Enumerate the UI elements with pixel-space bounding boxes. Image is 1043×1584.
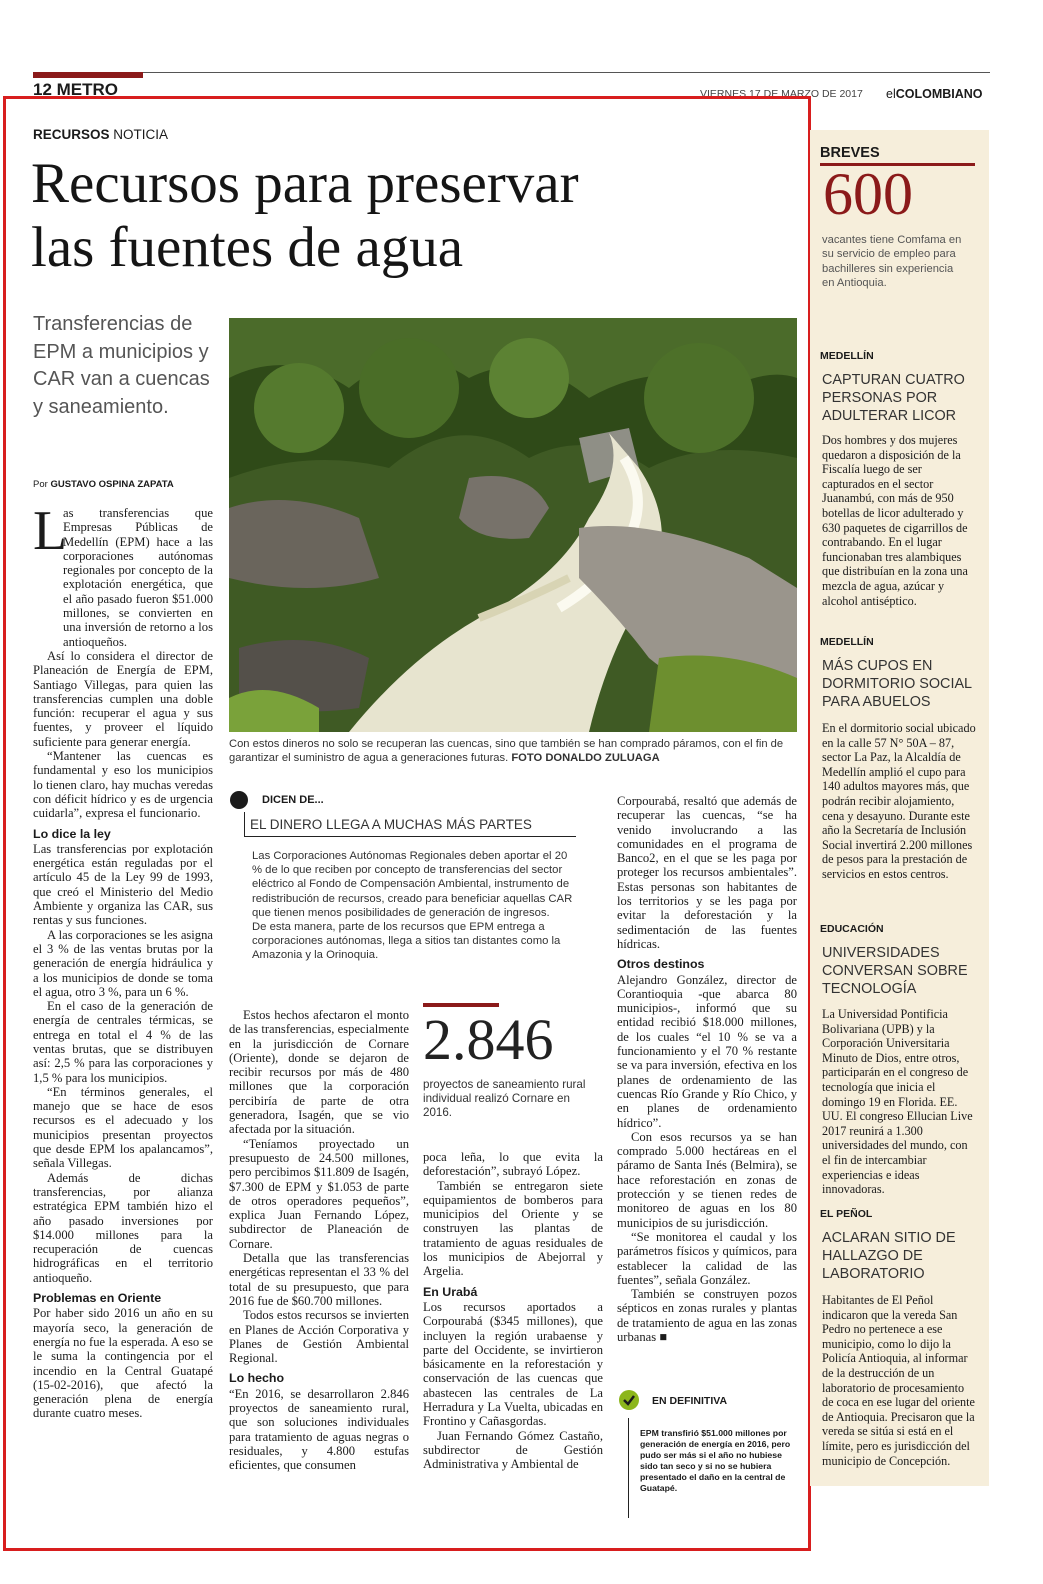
article-column-2 xyxy=(229,1008,409,1473)
headline-line-1: Recursos para preservar xyxy=(31,152,579,215)
headline-line-2: las fuentes de agua xyxy=(31,216,464,279)
kicker-type: NOTICIA xyxy=(113,127,169,142)
paragraph: También se entregaron siete equipamientos de bomberos para municipios del Oriente y se construyen las plantas de tratamiento de aguas residuales de los municipios de Abejorral y Argelia. xyxy=(423,1178,603,1279)
issue-date: VIERNES 17 DE MARZO DE 2017 xyxy=(700,88,863,100)
paragraph: Detalla que las transferencias energéticas representan el 33 % del total de su presupuesto, que para 2016 fue de $60.700 millones. xyxy=(229,1251,409,1308)
paragraph: Juan Fernando Gómez Castaño, subdirector de Gestión Administrativa y Ambiental de xyxy=(423,1428,603,1472)
paragraph: “Mantener las cuencas es fundamental y eso los municipios lo tienen claro, hay muchas veredas con déficit hídrico y es de urgencia cuidarla”, expresa el funcionario. xyxy=(33,749,213,821)
sidebar-item-headline: MÁS CUPOS EN DORMITORIO SOCIAL PARA ABUELOS xyxy=(822,658,972,710)
photo-caption-text: Con estos dineros no solo se recuperan las cuencas, sino que también se han comprado páramos, con el fin de garantizar el suministro de agua a generaciones futuras. xyxy=(229,738,784,764)
article-deck: Transferencias de EPM a municipios y CAR van a cuencas y saneamiento. xyxy=(33,313,210,418)
paragraph: En el caso de la generación de energía de centrales térmicas, se entrega en total el 4 % de las ventas brutas, que se distribuyen así: 2,5 % para las corporaciones y 1,5 % para los municipios. xyxy=(33,999,213,1085)
paragraph: Corpourabá, resaltó que además de recuperar las cuencas, “se ha venido involucrando a las comunidades en el programa de Banco2, en el que se les paga por proteger los recursos ambientales”. Estas personas son habitantes de los territorios y se les paga por evitar la deforestación y la sedimentación de las fuentes hídricas. xyxy=(617,794,797,951)
byline-author: GUSTAVO OSPINA ZAPATA xyxy=(50,479,174,490)
dicen-vertical-rule xyxy=(244,812,245,836)
newspaper-name xyxy=(886,87,983,101)
subheading: Lo dice la ley xyxy=(33,826,111,841)
subheading: Lo hecho xyxy=(229,1371,285,1386)
paragraph: Todos estos recursos se invierten en Planes de Acción Corporativa y Planes de Gestión Ambiental Regional. xyxy=(229,1308,409,1366)
sidebar-item-kicker: EL PEÑOL xyxy=(820,1208,873,1220)
definitiva-label: EN DEFINITIVA xyxy=(652,1395,728,1407)
stat-number: 2.846 xyxy=(423,1007,554,1072)
quote-bubble-icon xyxy=(230,791,248,809)
sidebar-item-text: En el dormitorio social ubicado en la calle 57 N° 50A – 87, sector La Paz, la Alcaldía de Medellín amplió el cupo para 140 adultos mayores más, que podrán recibir alojamiento, cena y desayuno. Durante este año la Secretaría de Inclusión Social invertirá 2.200 millones de pesos para la prestación de servicios en estos centros. xyxy=(822,721,976,881)
sidebar-item-kicker: MEDELLÍN xyxy=(820,636,874,648)
definitiva-rule xyxy=(628,1418,629,1518)
kicker-section: RECURSOS xyxy=(33,127,110,142)
sidebar-big-number-text: vacantes tiene Comfama en su servicio de empleo para bachilleres sin experiencia en Antioquia. xyxy=(822,234,962,289)
article-column-3 xyxy=(423,1150,603,1472)
sidebar-item-headline: UNIVERSIDADES CONVERSAN SOBRE TECNOLOGÍA xyxy=(822,945,968,997)
paragraph: Así lo considera el director de Planeación de Energía de EPM, Santiago Villegas, para quien las transferencias cumplen una doble función: recuperar el agua y sus fuentes, y proveer el líquido suficiente para generar energía. xyxy=(33,648,213,749)
article-headline xyxy=(31,152,791,280)
article-column-1 xyxy=(33,506,213,1421)
paragraph: Por haber sido 2016 un año en su mayoría seco, la generación de energía no fue la esperada. A eso se le suma la contingencia por el incendio en la Central Guatapé (15-02-2016), que afectó la generación plena de energía durante cuatro meses. xyxy=(33,1306,213,1421)
sidebar-title: BREVES xyxy=(820,145,880,161)
paragraph: Alejandro González, director de Corantioquia -que abarca 80 municipios-, informó que su entidad recibió $18.000 millones, de los cuales “el 10 % se va a funcionamiento y el 70 % restante se va para inversión, efectiva en los planes de ordenamiento de las cuencas Río Grande y Río Chico, y en planes de ordenamiento hídrico”. xyxy=(617,972,797,1130)
sidebar-item-kicker: MEDELLÍN xyxy=(820,350,874,362)
newspaper-name-prefix: el xyxy=(886,87,896,101)
photo-caption xyxy=(229,737,797,765)
sidebar-item-text: La Universidad Pontificia Bolivariana (UPB) y la Corporación Universitaria Minuto de Dios, entre otros, participarán en el congreso de tecnología que inicia el domingo 19 en Florida. EE. UU. El congreso Ellucian Live 2017 reunirá a 1.300 universidades del mundo, con el fin de intercambiar experiencias e ideas innovadoras. xyxy=(822,1007,973,1197)
subheading: En Urabá xyxy=(423,1284,478,1299)
photo-illustration xyxy=(229,318,797,732)
sidebar-item-text: Habitantes de El Peñol indicaron que la vereda San Pedro no pertenece a ese municipio, como lo dijo la Policía Antioquia, al informar de la destrucción de un laboratorio de procesamiento de coca en ese lugar del oriente de Antioquia. Precisaron que la vereda se sitúa si está en el límite, pero es jurisdicción del municipio de Concepción. xyxy=(822,1293,975,1468)
dicen-label: DICEN DE... xyxy=(262,794,324,806)
paragraph: “En 2016, se desarrollaron 2.846 proyectos de saneamiento rural, que son soluciones individuales para tratamiento de aguas negras o residuales, y 4.800 estufas eficientes, que consumen xyxy=(229,1386,409,1473)
paragraph: “Se monitorea el caudal y los parámetros físicos y químicos, para establecer la calidad de las fuentes”, señala González. xyxy=(617,1229,797,1287)
section-bar xyxy=(33,72,143,78)
byline-prefix: Por xyxy=(33,479,48,490)
subheading: Problemas en Oriente xyxy=(33,1291,162,1306)
dicen-rule xyxy=(244,836,576,837)
top-rule xyxy=(33,72,990,73)
sidebar-big-number: 600 xyxy=(823,161,913,227)
dicen-paragraph: Las Corporaciones Autónomas Regionales deben aportar el 20 % de lo que reciben por concepto de transferencias del sector eléctrico al Fondo de Compensación Ambiental, instrumento de redistribución de recursos, creado para beneficiar aquellas CAR que tienen menos posibilidades de generación de ingresos. xyxy=(252,850,573,919)
paragraph: También se construyen pozos sépticos en zonas rurales y plantas de tratamiento de agua en las zonas urbanas ■ xyxy=(617,1287,797,1344)
paragraph: Además de dichas transferencias, por alianza estratégica EPM también hizo el año pasado inversiones por $14.000 millones para la recuperación de cuencas hidrográficas en el territorio antioqueño. xyxy=(33,1170,213,1285)
paragraph: “En términos generales, el manejo que se hace de esos recursos es el adecuado y los municipios presentan proyectos que desde EPM los apalancamos”, señala Villegas. xyxy=(33,1084,213,1171)
photo-credit: FOTO DONALDO ZULUAGA xyxy=(511,752,660,764)
sidebar-item-headline: CAPTURAN CUATRO PERSONAS POR ADULTERAR LICOR xyxy=(822,372,965,424)
stat-description: proyectos de saneamiento rural individual realizó Cornare en 2016. xyxy=(423,1078,586,1119)
paragraph: poca leña, lo que evita la deforestación”, subrayó López. xyxy=(423,1150,603,1179)
dicen-title: EL DINERO LLEGA A MUCHAS MÁS PARTES xyxy=(250,817,532,832)
paragraph: Estos hechos afectaron el monto de las transferencias, especialmente en la jurisdicción de Cornare (Oriente), donde se dejaron de recibir recursos por más de 480 millones que la corporación percibiría de parte de otra generadora, Isagén, que se vio afectada por la situación. xyxy=(229,1008,409,1137)
page-section-label: 12 METRO xyxy=(33,80,119,99)
paragraph: “Teníamos proyectado un presupuesto de 24.500 millones, pero percibimos $11.809 de Isagén, $7.300 de EPM y $1.053 de parte de otros operadores pequeños”, explica Juan Fernando López, subdirector de Planeación de Cornare. xyxy=(229,1136,409,1251)
definitiva-icon xyxy=(619,1390,639,1410)
paragraph: A las corporaciones se les asigna el 3 % de las ventas brutas por la generación de energía hidráulica y a los municipios de donde se toma el agua, otro 3 %, para un 6 %. xyxy=(33,927,213,999)
paragraph: Los recursos aportados a Corpourabá ($345 millones), que incluyen la región urabaense y parte del Occidente, se invirtieron básicamente en la reforestación y conservación de las cuencas que abastecen las centrales de La Herradura y La Vuelta, ubicadas en Frontino y Cañasgordas. xyxy=(423,1299,603,1429)
sidebar-item-headline: ACLARAN SITIO DE HALLAZGO DE LABORATORIO xyxy=(822,1230,956,1282)
sidebar-item-text: Dos hombres y dos mujeres quedaron a disposición de la Fiscalía luego de ser capturados en el sector Juanambú, con más de 950 botellas de licor adulterado y 630 paquetes de cigarrillos de contrabando. En el lugar funcionaban tres alambiques que distribuían en la zona una mezcla de agua, azúcar y alcohol antiséptico. xyxy=(822,433,968,608)
byline xyxy=(33,479,174,490)
paragraph: Con esos recursos ya se han comprado 5.000 hectáreas en el páramo de Santa Inés (Belmira), se hace reforestación en zonas de protección y se tienen redes de monitoreo de aguas en los 80 municipios de su jurisdicción. xyxy=(617,1129,797,1230)
dropcap: L xyxy=(33,500,68,562)
sidebar-item-kicker: EDUCACIÓN xyxy=(820,923,884,935)
newspaper-name-main: COLOMBIANO xyxy=(895,87,983,101)
definitiva-text: EPM transfirió $51.000 millones por generación de energía en 2016, pero pudo ser más si el año no hubiese sido tan seco y si no se hubiera presentado el daño en la central de Guatapé. xyxy=(640,1428,791,1493)
article-column-4 xyxy=(617,794,797,1344)
paragraph: Las transferencias por explotación energética están reguladas por el artículo 45 de la Ley 99 de 1993, que creó el Ministerio del Medio Ambiente y organiza las CAR, sus rentas y sus funciones. xyxy=(33,841,213,928)
subheading: Otros destinos xyxy=(617,957,705,972)
dicen-body xyxy=(252,849,580,963)
article-kicker xyxy=(33,127,168,142)
waterfall-photo xyxy=(229,318,797,732)
dicen-paragraph: De esta manera, parte de los recursos que EPM entrega a corporaciones autónomas, llega a sitios tan distantes como la Amazonia y la Orinoquia. xyxy=(252,921,561,962)
paragraph: as transferencias que Empresas Públicas de Medellín (EPM) hace a las corporaciones autónomas regionales por concepto de la explotación energética, que el año pasado fueron $51.000 millones, se convierten en una inversión de retorno a los antioqueños. xyxy=(63,506,213,649)
